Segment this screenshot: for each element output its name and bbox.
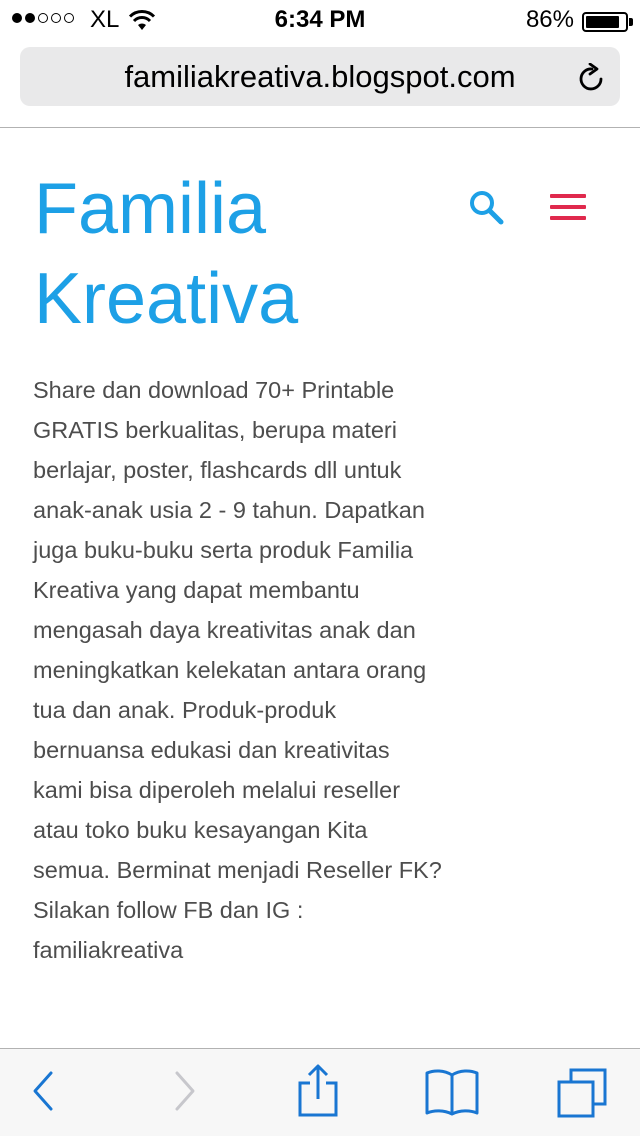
reload-icon[interactable]: [578, 63, 606, 98]
back-icon[interactable]: [30, 1069, 56, 1118]
clock: 6:34 PM: [274, 6, 366, 33]
battery-percentage: 86%: [525, 6, 574, 33]
address-bar[interactable]: [20, 47, 620, 106]
search-icon[interactable]: [467, 188, 507, 233]
browser-chrome-divider: [0, 127, 640, 128]
site-title[interactable]: Familia Kreativa: [34, 169, 299, 339]
battery-icon: [582, 12, 628, 32]
browser-toolbar: [0, 1048, 640, 1136]
share-icon[interactable]: [296, 1063, 340, 1124]
forward-icon[interactable]: [172, 1069, 198, 1118]
bookmarks-icon[interactable]: [424, 1067, 480, 1122]
carrier-name: XL: [90, 6, 120, 33]
menu-icon[interactable]: [550, 194, 586, 227]
battery-cap: [629, 18, 633, 26]
url-text[interactable]: familiakreativa.blogspot.com: [124, 59, 516, 94]
status-bar: [0, 0, 640, 40]
site-description: Share dan download 70+ Printable GRATIS berkualitas, berupa materi berlajar, poster, flashcards dll untuk anak-anak usia 2 - 9 tahun. Dapatkan juga buku-buku serta produk Familia Kreativa yang dapat membantu mengasah daya kreativitas anak dan meningkatkan kelekatan antara orang tua dan anak. Produk-produk bernuansa edukasi dan kreativitas kami bisa diperoleh melalui reseller atau toko buku kesayangan Kita semua. Berminat menjadi Reseller FK? Silakan follow FB dan IG : familiakreativa: [33, 377, 442, 963]
tabs-icon[interactable]: [556, 1067, 608, 1124]
